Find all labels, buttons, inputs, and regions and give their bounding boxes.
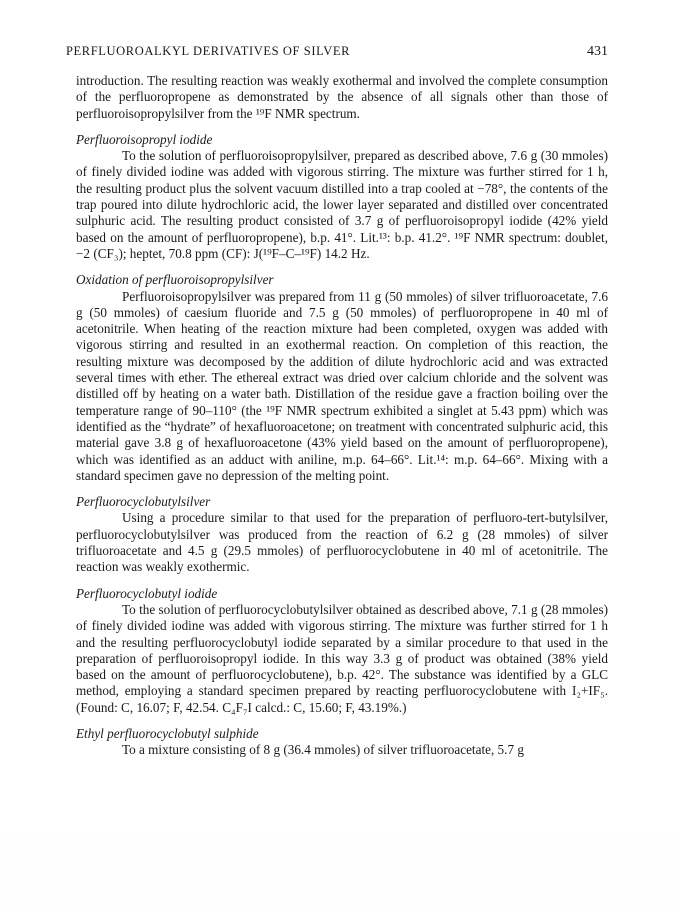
article-body: [76, 73, 608, 759]
scan-texture: [0, 832, 680, 912]
paragraph-sulphide: To a mixture consisting of 8 g (36.4 mmoles) of silver trifluoroacetate, 5.7 g: [122, 742, 524, 758]
paragraph-iodide: To the solution of perfluoroisopropylsilver, prepared as described above, 7.6 g (30 mmoles) of finely divided iodine was added with vigorous stirring. The mixture was further stirred for 1 h, the resulting product plus the solvent vacuum distilled into a trap cooled at −78°, the contents of the trap poured into dilute hydrochloric acid, the lower layer separated and distilled over concentrated sulphuric acid. The resulting product consisted of 3.7 g of perfluoroisopropyl iodide (42% yield based on the amount of perfluoropropene), b.p. 41°. Lit.¹³: b.p. 41.2°. ¹⁹F NMR spectrum: doublet, −2 (CF₃); heptet, 70.8 ppm (CF): J(¹⁹F–C–¹⁹F) 14.2 Hz.: [76, 148, 608, 261]
paragraph-intro: introduction. The resulting reaction was weakly exothermal and involved the complete consumption of the perfluoropropene as demonstrated by the absence of all signals other than those of perfluoroisopropylsilver from the ¹⁹F NMR spectrum.: [76, 73, 608, 121]
page-header: [66, 44, 608, 62]
section-heading-sulphide: Ethyl perfluorocyclobutyl sulphide: [76, 725, 259, 741]
paragraph-oxidation: Perfluoroisopropylsilver was prepared from 11 g (50 mmoles) of silver trifluoroacetate, 7.6 g (50 mmoles) of caesium fluoride and 7.5 g (50 mmoles) of perfluoropropene in 40 ml of acetonitrile. When heating of the reaction mixture had been completed, oxygen was added with vigorous stirring and resulted in an exothermal reaction. On completion of this reaction, the resulting mixture was decomposed by the addition of dilute hydrochloric acid and was extracted several times with ether. The ethereal extract was dried over calcium chloride and the solvent was distilled off by heating on a water bath. Distillation of the residue gave a fraction boiling over the temperature range of 90–110° (the ¹⁹F NMR spectrum exhibited a singlet at 5.43 ppm) which was identified as the “hydrate” of hexafluoroacetone; on treatment with concentrated sulphuric acid, this material gave 3.8 g of hexafluoroacetone (43% yield based on the amount of perfluoropropene), which was identified as an adduct with aniline, m.p. 64–66°. Lit.¹⁴: m.p. 64–66°. Mixing with a standard specimen gave no depression of the melting point.: [76, 288, 608, 483]
paragraph-cyclobutyl-iodide: To the solution of perfluorocyclobutylsilver obtained as described above, 7.1 g (28 mmoles) of finely divided iodine was added with vigorous stirring. The mixture was further stirred for 1 h and the resulting perfluorocyclobutyl iodide separated by a similar procedure to that used in the preparation of perfluoroisopropyl iodide. In this way 3.3 g of product was obtained (38% yield based on the amount of perfluorocyclobutene), b.p. 42°. The substance was identified by a GLC method, employing a standard specimen prepared by reacting perfluorocyclobutene with I₂+IF₅. (Found: C, 16.07; F, 42.54. C₄F₇I calcd.: C, 15.60; F, 43.19%.): [76, 601, 608, 715]
section-heading-cyclobutylsilver: Perfluorocyclobutylsilver: [76, 494, 211, 510]
running-title: PERFLUOROALKYL DERIVATIVES OF SILVER: [66, 44, 351, 58]
page-number: 431: [587, 44, 608, 59]
paragraph-cyclobutylsilver: Using a procedure similar to that used for the preparation of perfluoro-tert-butylsilver, perfluorocyclobutylsilver was produced from the reaction of 6.2 g (28 mmoles) of silver trifluoroacetate and 4.5 g (29.5 mmoles) of perfluorocyclobutene in 40 ml of acetonitrile. The reaction was weakly exothermic.: [76, 510, 608, 575]
section-heading-cyclobutyl-iodide: Perfluorocyclobutyl iodide: [76, 585, 218, 601]
section-heading-iodide: Perfluoroisopropyl iodide: [76, 131, 213, 147]
section-heading-oxidation: Oxidation of perfluoroisopropylsilver: [76, 272, 274, 288]
